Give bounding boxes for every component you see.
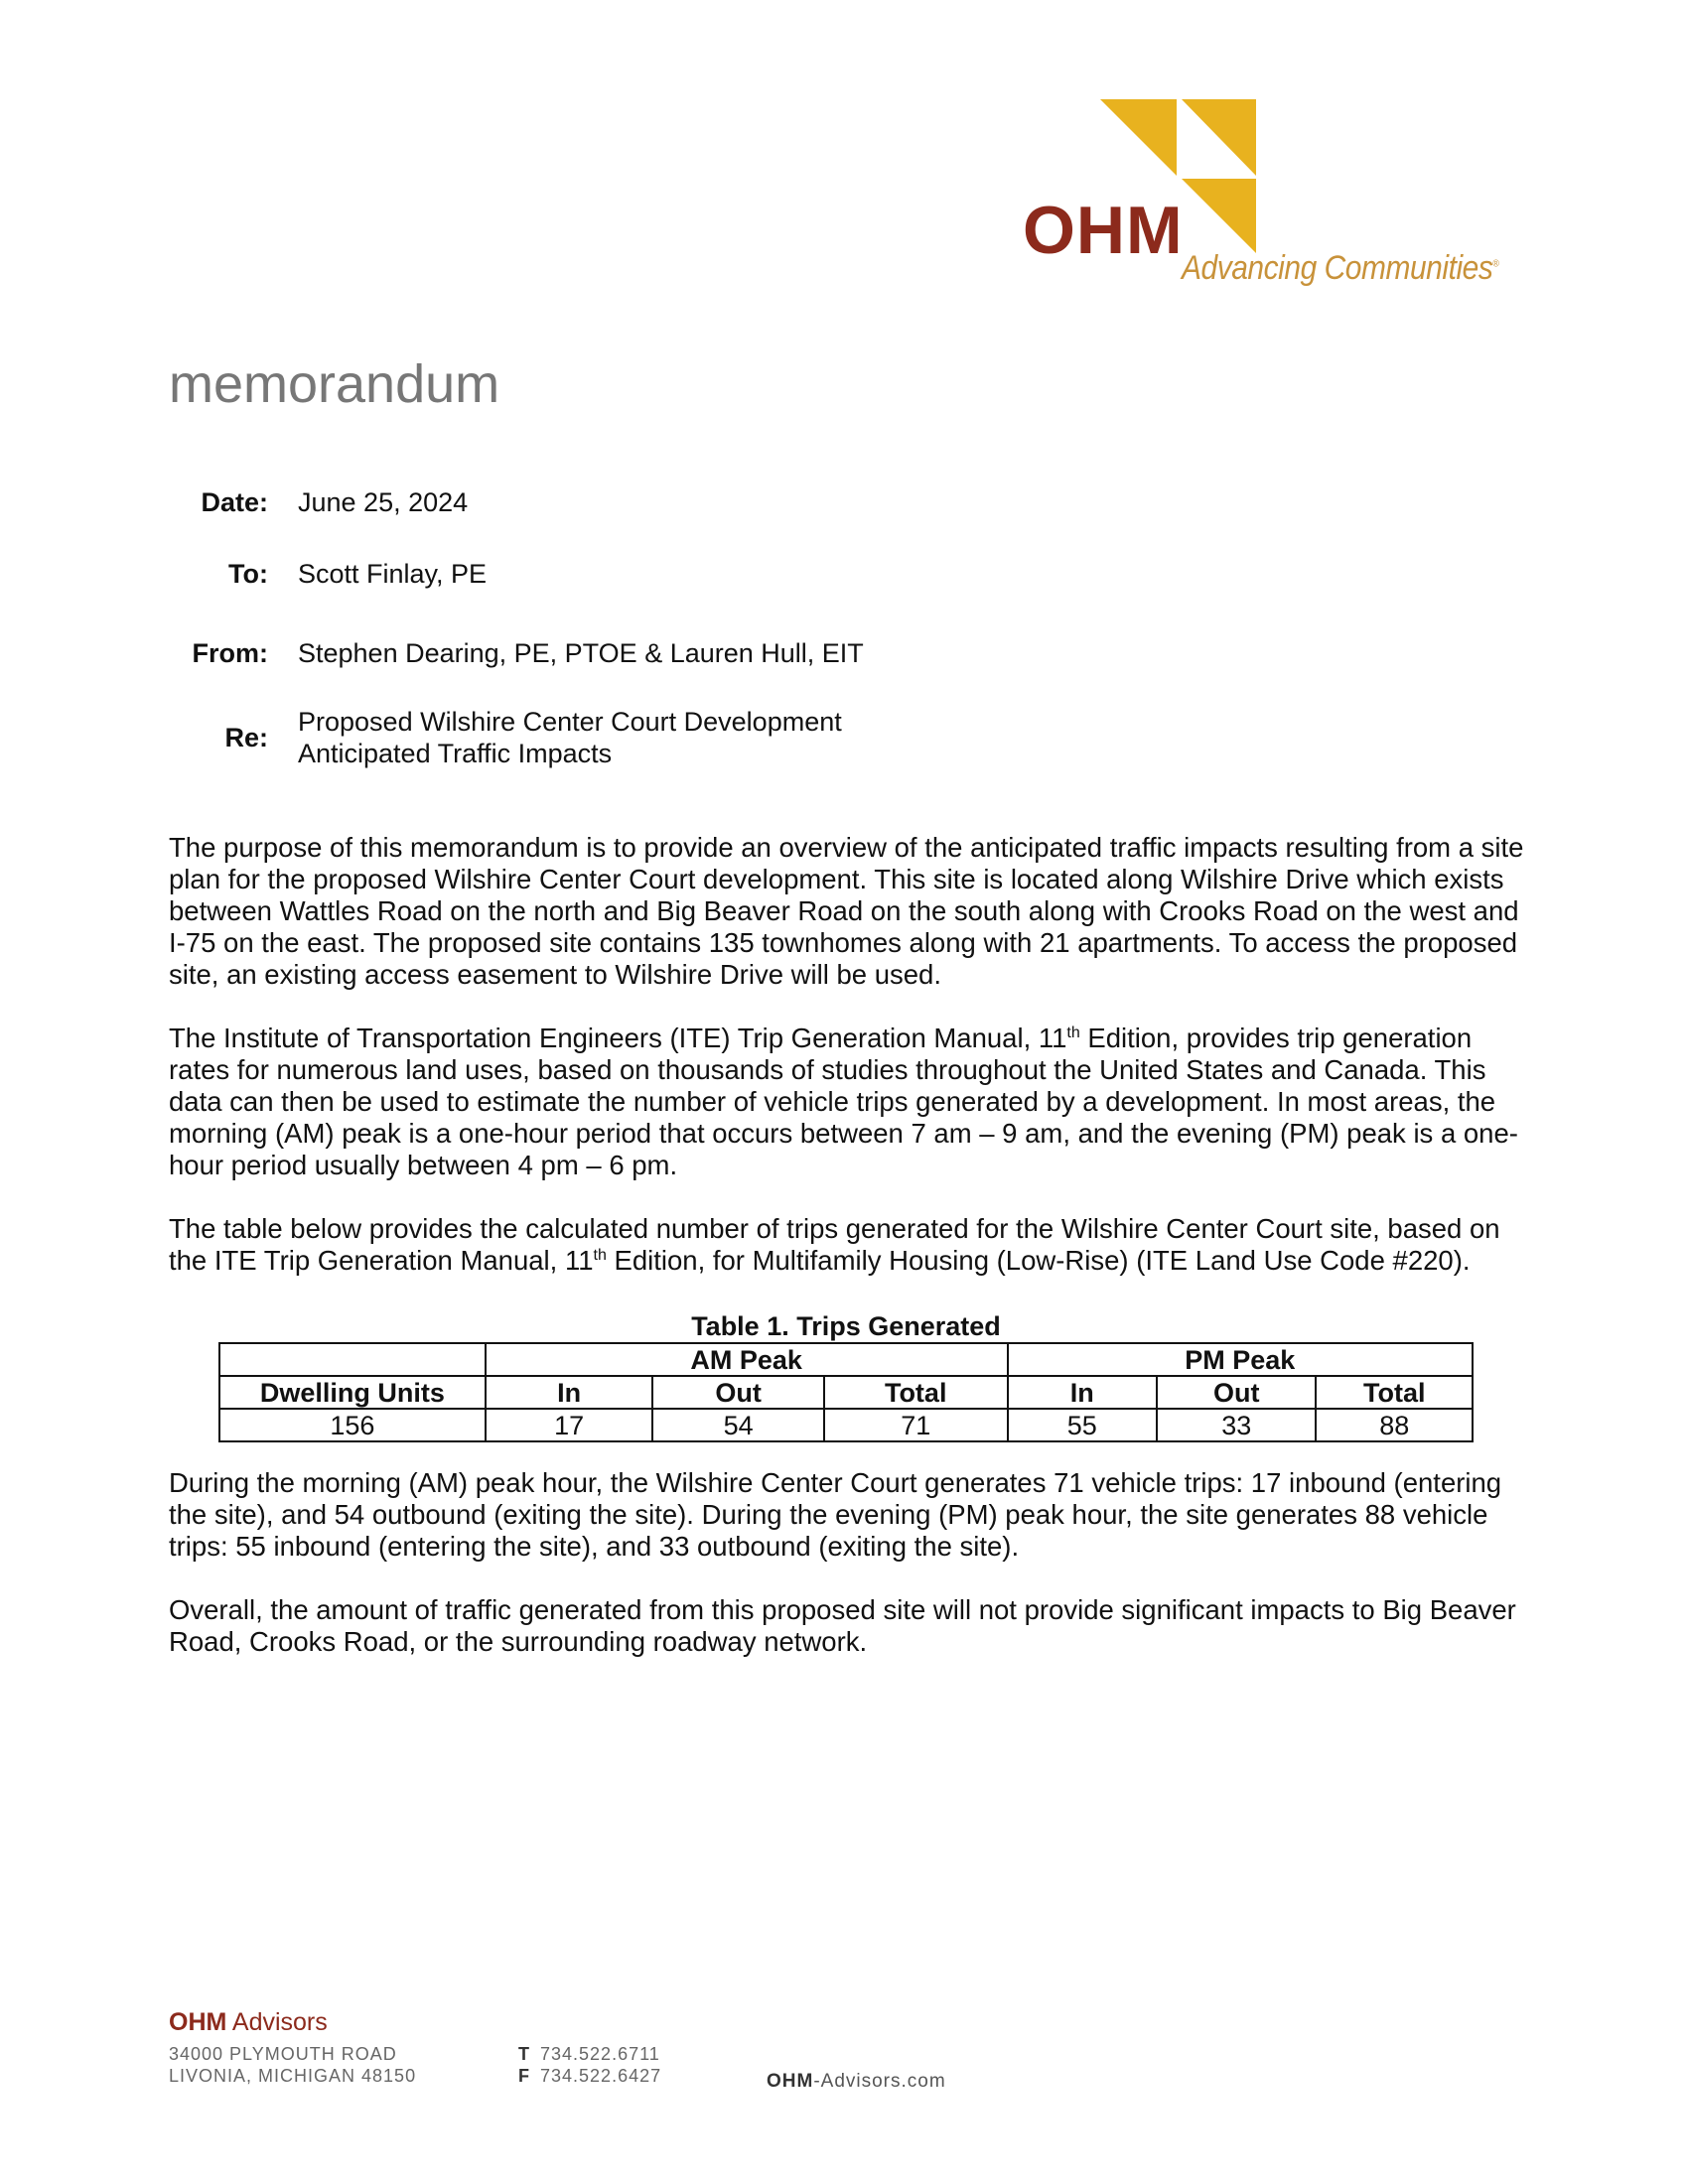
- paragraph-ite: The Institute of Transportation Engineers (ITE) Trip Generation Manual, 11th Edition, provides trip generation rates for numerous land uses, based on thousands of studies throughout the United States and Canada. This data can then be used to estimate the number of vehicle trips generated by a development. In most areas, the morning (AM) peak is a one-hour period that occurs between 7 am – 9 am, and the evening (PM) peak is a one-hour period usually between 4 pm – 6 pm.: [169, 1023, 1518, 1180]
- date-label: Date:: [201, 487, 268, 517]
- date-value: June 25, 2024: [298, 487, 469, 517]
- am-peak-header: AM Peak: [486, 1343, 1008, 1376]
- footer-address-line-1: 34000 PLYMOUTH ROAD: [169, 2044, 397, 2064]
- paragraph-conclusion: Overall, the amount of traffic generated from this proposed site will not provide significant impacts to Big Beaver Road, Crooks Road, or the surrounding roadway network.: [169, 1594, 1516, 1657]
- from-label: From:: [192, 638, 268, 668]
- paragraph-results: During the morning (AM) peak hour, the Wilshire Center Court generates 71 vehicle trips: 17 inbound (entering the site), and 54 outbound (exiting the site). During the evening (PM) peak hour, the site generates 88 vehicle trips: 55 inbound (entering the site), and 33 outbound (exiting the site).: [169, 1467, 1502, 1562]
- table-cell: 88: [1316, 1409, 1473, 1441]
- column-header: Out: [1157, 1376, 1317, 1409]
- paragraph-table-intro: The table below provides the calculated number of trips generated for the Wilshire Center Court site, based on the ITE Trip Generation Manual, 11th Edition, for Multifamily Housing (Low-Rise) (ITE Land Use Code #220).: [169, 1213, 1500, 1276]
- to-value: Scott Finlay, PE: [298, 559, 488, 589]
- footer-fax: F 734.522.6427: [518, 2066, 662, 2086]
- table-cell: 33: [1157, 1409, 1317, 1441]
- table-cell: 156: [219, 1409, 486, 1441]
- table-row: [219, 1409, 1473, 1441]
- column-header: In: [1008, 1376, 1157, 1409]
- footer-website: OHM-Advisors.com: [767, 2071, 946, 2092]
- re-label: Re:: [224, 723, 268, 752]
- logo-wordmark: OHM: [1023, 193, 1184, 268]
- table-corner-cell: [219, 1343, 486, 1376]
- column-header: Dwelling Units: [219, 1376, 486, 1409]
- footer-company-name: OHM Advisors: [169, 2008, 328, 2036]
- table-cell: 71: [824, 1409, 1008, 1441]
- table-cell: 17: [486, 1409, 653, 1441]
- column-header: Total: [824, 1376, 1008, 1409]
- column-header: In: [486, 1376, 653, 1409]
- table-caption: Table 1. Trips Generated: [691, 1311, 1001, 1341]
- paragraph-purpose: The purpose of this memorandum is to provide an overview of the anticipated traffic impacts resulting from a site plan for the proposed Wilshire Center Court development. This site is located along Wilshire Drive which exists between Wattles Road on the north and Big Beaver Road on the south along with Crooks Road on the west and I-75 on the east. The proposed site contains 135 townhomes along with 21 apartments. To access the proposed site, an existing access easement to Wilshire Drive will be used.: [169, 832, 1524, 990]
- page-title: memorandum: [169, 354, 500, 414]
- table-cell: 55: [1008, 1409, 1157, 1441]
- logo-tagline: Advancing Communities®: [1182, 249, 1499, 287]
- footer-phone: T 734.522.6711: [518, 2044, 660, 2064]
- re-line-1: Proposed Wilshire Center Court Development: [298, 707, 842, 737]
- from-value: Stephen Dearing, PE, PTOE & Lauren Hull, EIT: [298, 638, 864, 668]
- table-header-row: [219, 1376, 1473, 1409]
- column-header: Total: [1316, 1376, 1473, 1409]
- pm-peak-header: PM Peak: [1008, 1343, 1474, 1376]
- table-cell: 54: [652, 1409, 824, 1441]
- company-logo: [1023, 99, 1509, 298]
- re-line-2: Anticipated Traffic Impacts: [298, 739, 613, 768]
- footer-address-line-2: LIVONIA, MICHIGAN 48150: [169, 2066, 417, 2086]
- column-header: Out: [652, 1376, 824, 1409]
- table-group-row: [219, 1343, 1473, 1376]
- trips-table: [218, 1342, 1474, 1442]
- to-label: To:: [228, 559, 268, 589]
